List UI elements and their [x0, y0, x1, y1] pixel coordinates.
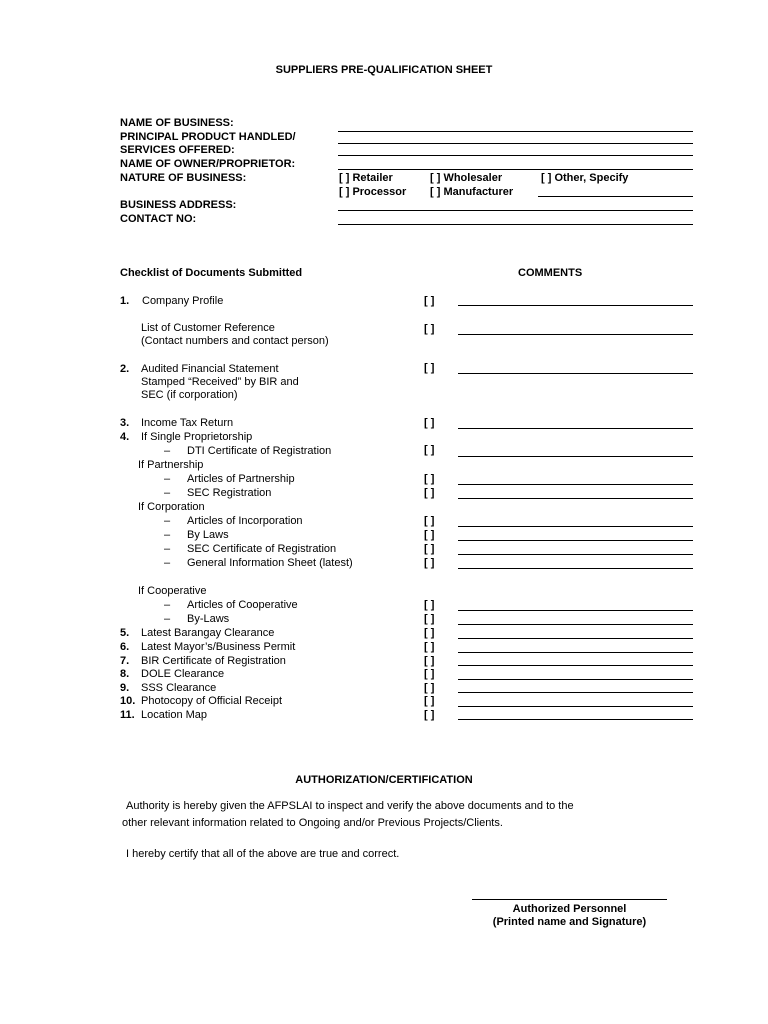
- item-if-partnership: If Partnership: [138, 459, 204, 471]
- checkbox-company-profile[interactable]: [ ]: [424, 295, 435, 307]
- item-articles-incorporation: Articles of Incorporation: [187, 515, 303, 527]
- business-address-field[interactable]: [338, 210, 693, 211]
- comment-sec-certificate[interactable]: [458, 554, 693, 555]
- item-audited-sec: SEC (if corporation): [141, 389, 238, 401]
- checkbox-sec-certificate[interactable]: [ ]: [424, 543, 435, 555]
- signatory-instruction: (Printed name and Signature): [492, 916, 647, 928]
- item-articles-cooperative: Articles of Cooperative: [187, 599, 298, 611]
- comment-articles-incorporation[interactable]: [458, 526, 693, 527]
- checkbox-audited-financial[interactable]: [ ]: [424, 362, 435, 374]
- checkbox-by-laws-cooperative[interactable]: [ ]: [424, 613, 435, 625]
- checklist-header: Checklist of Documents Submitted: [120, 267, 303, 279]
- comment-mayors-permit[interactable]: [458, 652, 693, 653]
- comment-customer-reference[interactable]: [458, 334, 693, 335]
- comments-header: COMMENTS: [518, 267, 583, 279]
- name-of-business-field[interactable]: [338, 131, 693, 132]
- item-if-corporation: If Corporation: [138, 501, 205, 513]
- dash-bullet: –: [164, 445, 171, 457]
- checkbox-retailer[interactable]: [ ] Retailer: [339, 172, 393, 184]
- item-number: 5.: [120, 627, 130, 639]
- item-number: 8.: [120, 668, 130, 680]
- checkbox-by-laws[interactable]: [ ]: [424, 529, 435, 541]
- item-sec-registration: SEC Registration: [187, 487, 272, 499]
- item-by-laws: By Laws: [187, 529, 229, 541]
- item-location-map: Location Map: [141, 709, 208, 721]
- item-number: 6.: [120, 641, 130, 653]
- dash-bullet: –: [164, 599, 171, 611]
- item-if-cooperative: If Cooperative: [138, 585, 207, 597]
- comment-dole-clearance[interactable]: [458, 679, 693, 680]
- comment-audited-financial[interactable]: [458, 373, 693, 374]
- checkbox-mayors-permit[interactable]: [ ]: [424, 641, 435, 653]
- dash-bullet: –: [164, 473, 171, 485]
- checkbox-articles-cooperative[interactable]: [ ]: [424, 599, 435, 611]
- comment-location-map[interactable]: [458, 719, 693, 720]
- comment-sec-registration[interactable]: [458, 498, 693, 499]
- comment-articles-cooperative[interactable]: [458, 610, 693, 611]
- item-sss-clearance: SSS Clearance: [141, 682, 217, 694]
- item-number: 10.: [120, 695, 136, 707]
- services-offered-field[interactable]: [338, 155, 693, 156]
- comment-general-information-sheet[interactable]: [458, 568, 693, 569]
- checkbox-location-map[interactable]: [ ]: [424, 709, 435, 721]
- comment-income-tax[interactable]: [458, 428, 693, 429]
- item-number: 2.: [120, 363, 130, 375]
- item-number: 7.: [120, 655, 130, 667]
- checkbox-manufacturer[interactable]: [ ] Manufacturer: [430, 186, 514, 198]
- certification-statement: I hereby certify that all of the above are true and correct.: [126, 848, 400, 860]
- other-specify-field[interactable]: [538, 196, 693, 197]
- checkbox-barangay-clearance[interactable]: [ ]: [424, 627, 435, 639]
- comment-articles-partnership[interactable]: [458, 484, 693, 485]
- item-if-single-proprietorship: If Single Proprietorship: [141, 431, 253, 443]
- item-audited-stamped: Stamped “Received” by BIR and: [141, 376, 299, 388]
- item-official-receipt: Photocopy of Official Receipt: [141, 695, 283, 707]
- item-customer-reference: List of Customer Reference: [141, 322, 275, 334]
- label-contact-no: CONTACT NO:: [120, 213, 197, 225]
- checkbox-sec-registration[interactable]: [ ]: [424, 487, 435, 499]
- authorization-paragraph-line1: Authority is hereby given the AFPSLAI to inspect and verify the above documents and to the: [126, 800, 574, 812]
- checkbox-bir-certificate[interactable]: [ ]: [424, 655, 435, 667]
- item-company-profile: Company Profile: [142, 295, 224, 307]
- label-business-address: BUSINESS ADDRESS:: [120, 199, 237, 211]
- dash-bullet: –: [164, 487, 171, 499]
- item-number: 3.: [120, 417, 130, 429]
- label-name-of-business: NAME OF BUSINESS:: [120, 117, 234, 129]
- item-mayors-permit: Latest Mayor’s/Business Permit: [141, 641, 296, 653]
- item-barangay-clearance: Latest Barangay Clearance: [141, 627, 275, 639]
- checkbox-articles-partnership[interactable]: [ ]: [424, 473, 435, 485]
- item-income-tax: Income Tax Return: [141, 417, 234, 429]
- label-principal-product: PRINCIPAL PRODUCT HANDLED/: [120, 131, 296, 143]
- dash-bullet: –: [164, 613, 171, 625]
- comment-company-profile[interactable]: [458, 305, 693, 306]
- contact-no-field[interactable]: [338, 224, 693, 225]
- item-number: 11.: [120, 709, 135, 721]
- comment-barangay-clearance[interactable]: [458, 638, 693, 639]
- item-general-information-sheet: General Information Sheet (latest): [187, 557, 353, 569]
- checkbox-processor[interactable]: [ ] Processor: [339, 186, 407, 198]
- dash-bullet: –: [164, 543, 171, 555]
- comment-by-laws-cooperative[interactable]: [458, 624, 693, 625]
- signatory-title: Authorized Personnel: [512, 903, 627, 915]
- owner-field[interactable]: [338, 169, 693, 170]
- label-name-of-owner: NAME OF OWNER/PROPRIETOR:: [120, 158, 296, 170]
- checkbox-customer-reference[interactable]: [ ]: [424, 323, 435, 335]
- item-number: 9.: [120, 682, 130, 694]
- checkbox-official-receipt[interactable]: [ ]: [424, 695, 435, 707]
- checkbox-wholesaler[interactable]: [ ] Wholesaler: [430, 172, 503, 184]
- label-nature-of-business: NATURE OF BUSINESS:: [120, 172, 247, 184]
- dash-bullet: –: [164, 529, 171, 541]
- checkbox-general-information-sheet[interactable]: [ ]: [424, 557, 435, 569]
- checkbox-income-tax[interactable]: [ ]: [424, 417, 435, 429]
- comment-sss-clearance[interactable]: [458, 692, 693, 693]
- comment-official-receipt[interactable]: [458, 706, 693, 707]
- checkbox-articles-incorporation[interactable]: [ ]: [424, 515, 435, 527]
- item-by-laws-cooperative: By-Laws: [187, 613, 230, 625]
- label-services-offered: SERVICES OFFERED:: [120, 144, 235, 156]
- item-dti-certificate: DTI Certificate of Registration: [187, 445, 332, 457]
- item-articles-partnership: Articles of Partnership: [187, 473, 295, 485]
- comment-bir-certificate[interactable]: [458, 665, 693, 666]
- document-title: SUPPLIERS PRE-QUALIFICATION SHEET: [275, 64, 493, 76]
- checkbox-sss-clearance[interactable]: [ ]: [424, 682, 435, 694]
- item-number: 4.: [120, 431, 130, 443]
- authorization-paragraph-line2: other relevant information related to Ongoing and/or Previous Projects/Clients.: [122, 817, 503, 829]
- dash-bullet: –: [164, 557, 171, 569]
- item-customer-reference-sub: (Contact numbers and contact person): [141, 335, 329, 347]
- item-audited-financial: Audited Financial Statement: [141, 363, 279, 375]
- authorization-title: AUTHORIZATION/CERTIFICATION: [295, 774, 473, 786]
- item-dole-clearance: DOLE Clearance: [141, 668, 225, 680]
- checkbox-other-specify[interactable]: [ ] Other, Specify: [541, 172, 629, 184]
- checkbox-dti-certificate[interactable]: [ ]: [424, 444, 435, 456]
- comment-dti-certificate[interactable]: [458, 456, 693, 457]
- comment-by-laws[interactable]: [458, 540, 693, 541]
- item-number: 1.: [120, 295, 130, 307]
- dash-bullet: –: [164, 515, 171, 527]
- signature-line[interactable]: [472, 899, 667, 900]
- item-sec-certificate: SEC Certificate of Registration: [187, 543, 337, 555]
- principal-product-field[interactable]: [338, 143, 693, 144]
- checkbox-dole-clearance[interactable]: [ ]: [424, 668, 435, 680]
- item-bir-certificate: BIR Certificate of Registration: [141, 655, 286, 667]
